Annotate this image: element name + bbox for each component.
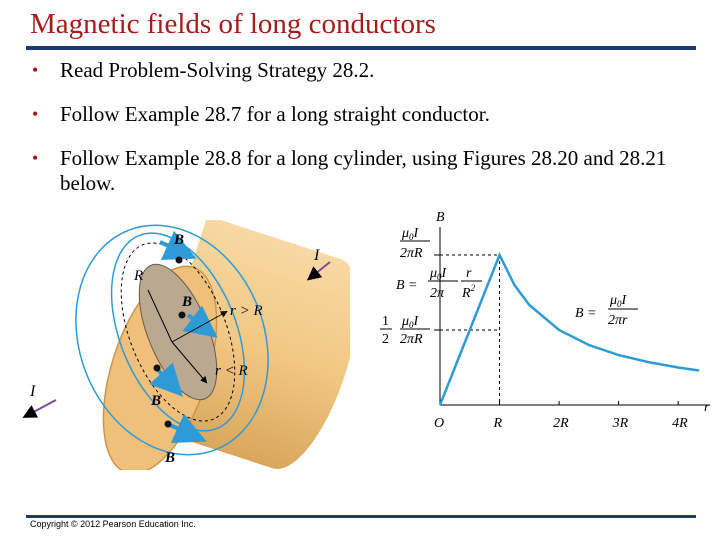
svg-text:R2: $R^2$: [462, 283, 476, 301]
field-point: [165, 421, 172, 428]
bullet-text: Follow Example 28.8 for a long cylinder, using Figures 28.20 and 28.21 below.: [60, 146, 667, 195]
current-label: I: [30, 383, 36, 400]
x-tick-label: O: [434, 416, 445, 431]
x-tick-label: 3R: [612, 416, 629, 431]
outside-formula: [575, 293, 638, 328]
inside-label: r < R: [215, 363, 248, 379]
svg-text:2: 2: [382, 332, 389, 347]
b-vs-r-chart: [370, 205, 715, 435]
bullet-dot: •: [32, 60, 39, 80]
field-label: B: [174, 232, 185, 248]
field-point: [176, 257, 183, 264]
svg-text:r: r: [466, 266, 472, 281]
x-axis-label: r: [704, 400, 710, 415]
inside-formula: [396, 266, 482, 301]
svg-text:2π: 2π: [430, 286, 445, 301]
title-underline: [26, 46, 696, 50]
x-tick-label: 4R: [672, 416, 688, 431]
bullet-item: [30, 102, 690, 127]
field-label: B: [182, 294, 193, 310]
field-point: [179, 312, 186, 319]
current-label: I: [314, 247, 320, 264]
svg-text:2πr: 2πr: [608, 313, 628, 328]
current-arrow-icon: [26, 400, 56, 416]
y-axis-label: B: [436, 210, 445, 225]
svg-text:μ0I: $\mu_0I$: [402, 226, 419, 242]
bullet-text: Read Problem-Solving Strategy 28.2.: [60, 58, 375, 82]
bullet-text: Follow Example 28.7 for a long straight conductor.: [60, 102, 490, 126]
bullet-item: [30, 146, 690, 196]
svg-text:1: 1: [382, 314, 389, 329]
svg-text:2πR: 2πR: [400, 332, 423, 347]
bullet-item: [30, 58, 690, 83]
x-tick-label: R: [493, 416, 503, 431]
radius-label: R: [134, 268, 144, 284]
svg-text:μ0I: $\mu_0I$: [430, 266, 447, 282]
footer-rule: [26, 515, 696, 518]
slide-title: Magnetic fields of long conductors: [30, 8, 436, 40]
svg-text:μ0I: $\mu_0I$: [610, 293, 627, 309]
y-tick-label-half: [380, 314, 430, 347]
x-tick-label: 2R: [553, 416, 569, 431]
field-label: B: [165, 450, 176, 466]
copyright-text: Copyright © 2012 Pearson Education Inc.: [30, 519, 196, 529]
svg-text:μ0I: $\mu_0I$: [402, 314, 419, 330]
bullet-dot: •: [32, 104, 39, 124]
field-label: B: [151, 393, 162, 409]
cylinder-figure: [10, 220, 350, 470]
y-tick-label-full: [400, 226, 430, 261]
bullet-dot: •: [32, 148, 39, 168]
svg-text:B =: B =: [396, 278, 418, 293]
outside-label: r > R: [230, 303, 263, 319]
svg-text:2πR: 2πR: [400, 246, 423, 261]
bullet-list: [30, 58, 690, 215]
svg-text:B =: B =: [575, 306, 597, 321]
field-point: [154, 365, 161, 372]
